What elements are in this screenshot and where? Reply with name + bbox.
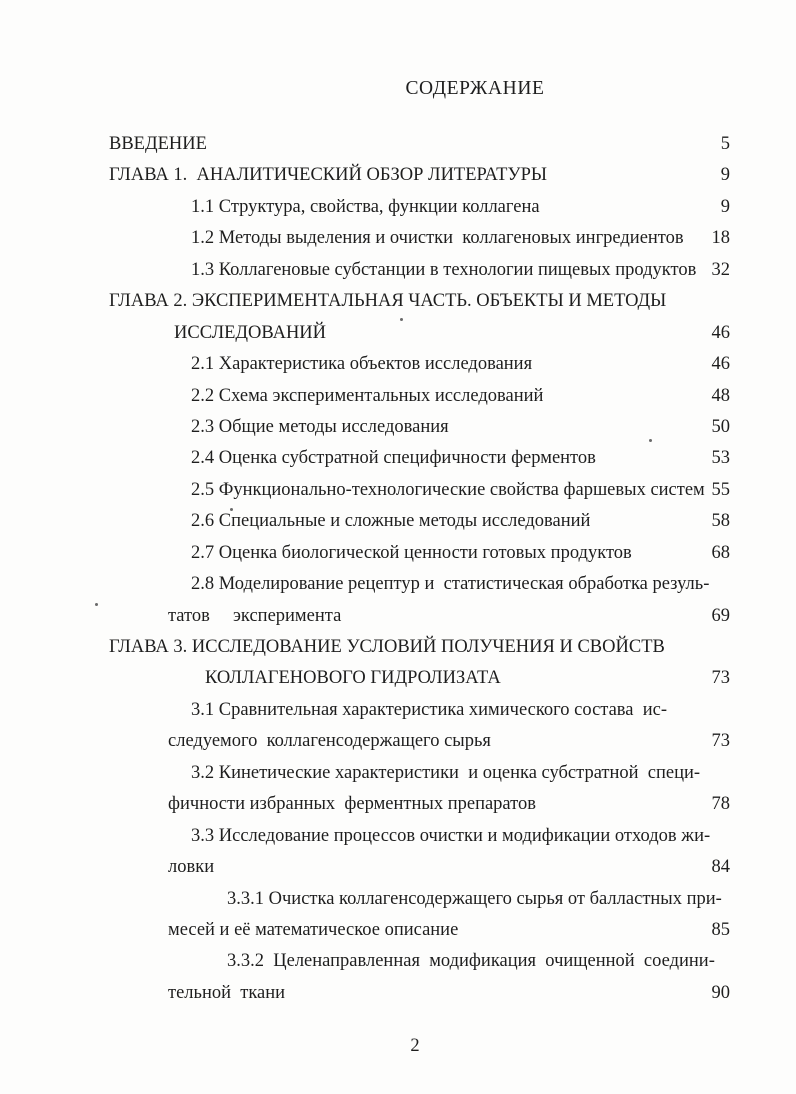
toc-entry-page-number: 9	[720, 165, 730, 186]
toc-line	[0, 192, 730, 223]
toc-entry-text: 1.3 Коллагеновые субстанции в технологии пищевых продуктов	[191, 259, 697, 280]
toc-line	[0, 695, 730, 726]
toc-entry-text: 2.7 Оценка биологической ценности готовых продуктов	[191, 542, 632, 563]
toc-entry-page-number: 85	[711, 919, 730, 940]
toc-entry-page-number: 46	[711, 354, 730, 375]
toc-line	[0, 129, 730, 160]
toc-line	[0, 884, 730, 915]
toc-line	[0, 915, 730, 946]
toc-entry-page-number: 73	[711, 668, 730, 689]
toc-entry-text: 2.6 Специальные и сложные методы исследований	[191, 511, 591, 532]
toc-entry-page-number: 55	[711, 479, 730, 500]
toc-entry-page-number: 32	[711, 259, 730, 280]
toc-entry-text: ловки	[168, 857, 215, 878]
toc-line	[0, 758, 730, 789]
toc-line	[0, 538, 730, 569]
toc-entry-text: 2.3 Общие методы исследования	[191, 416, 449, 437]
toc-entry-page-number: 46	[711, 322, 730, 343]
toc-entry-text: ВВЕДЕНИЕ	[109, 134, 207, 154]
toc-entry-text: ГЛАВА 1. АНАЛИТИЧЕСКИЙ ОБЗОР ЛИТЕРАТУРЫ	[109, 165, 548, 186]
toc-entry-text: месей и её математическое описание	[168, 919, 459, 940]
toc-entry-page-number: 73	[711, 731, 730, 752]
footer-page-number: 2	[410, 1036, 420, 1056]
table-of-contents	[0, 129, 730, 1009]
toc-entry-text: следуемого коллагенсодержащего сырья	[168, 731, 491, 752]
toc-line	[0, 318, 730, 349]
toc-entry-text: ГЛАВА 3. ИССЛЕДОВАНИЕ УСЛОВИЙ ПОЛУЧЕНИЯ И СВОЙСТВ	[109, 637, 665, 657]
toc-entry-text: 3.2 Кинетические характеристики и оценка субстратной специ-	[191, 762, 701, 783]
toc-entry-text: 2.8 Моделирование рецептур и статистическая обработка резуль-	[191, 574, 710, 595]
toc-entry-page-number: 18	[711, 228, 730, 249]
toc-entry-text: 2.5 Функционально-технологические свойства фаршевых систем	[191, 479, 705, 500]
toc-line	[0, 726, 730, 757]
toc-entry-text: 1.1 Структура, свойства, функции коллагена	[191, 196, 540, 217]
toc-entry-text: 3.1 Сравнительная характеристика химического состава ис-	[191, 699, 668, 720]
toc-line	[0, 475, 730, 506]
toc-entry-text: ИССЛЕДОВАНИЙ	[174, 322, 327, 343]
toc-entry-page-number: 58	[711, 511, 730, 532]
toc-entry-page-number: 5	[720, 134, 730, 154]
toc-line	[0, 852, 730, 883]
toc-line	[0, 821, 730, 852]
toc-line	[0, 223, 730, 254]
toc-entry-text: 2.4 Оценка субстратной специфичности ферментов	[191, 448, 596, 469]
toc-line	[0, 569, 730, 600]
scan-artifact-dot	[95, 603, 98, 606]
toc-entry-text: 2.2 Схема экспериментальных исследований	[191, 385, 544, 406]
scan-artifact-dot	[400, 318, 403, 321]
toc-entry-text: татов эксперимента	[168, 605, 342, 626]
toc-entry-text: 1.2 Методы выделения и очистки коллагеновых ингредиентов	[191, 228, 684, 249]
toc-entry-page-number: 84	[711, 857, 730, 878]
toc-entry-page-number: 50	[711, 416, 730, 437]
toc-line	[0, 286, 730, 317]
toc-line	[0, 946, 730, 977]
toc-line	[0, 601, 730, 632]
toc-entry-page-number: 78	[711, 794, 730, 815]
toc-entry-text: 3.3 Исследование процессов очистки и модификации отходов жи-	[191, 825, 711, 846]
toc-line	[0, 632, 730, 663]
toc-entry-page-number: 53	[711, 448, 730, 469]
scan-artifact-dot	[230, 508, 233, 511]
toc-entry-text: 2.1 Характеристика объектов исследования	[191, 354, 533, 375]
scan-artifact-dot	[649, 439, 652, 442]
toc-entry-page-number: 9	[720, 196, 730, 217]
toc-entry-page-number: 69	[711, 605, 730, 626]
toc-entry-text: ГЛАВА 2. ЭКСПЕРИМЕНТАЛЬНАЯ ЧАСТЬ. ОБЪЕКТЫ И МЕТОДЫ	[109, 291, 667, 312]
toc-entry-page-number: 48	[711, 385, 730, 406]
toc-line	[0, 663, 730, 694]
toc-line	[0, 160, 730, 191]
toc-line	[0, 412, 730, 443]
toc-line	[0, 789, 730, 820]
toc-line	[0, 506, 730, 537]
toc-line	[0, 381, 730, 412]
toc-line	[0, 978, 730, 1009]
toc-entry-text: КОЛЛАГЕНОВОГО ГИДРОЛИЗАТА	[205, 668, 501, 689]
toc-line	[0, 255, 730, 286]
toc-line	[0, 443, 730, 474]
toc-entry-page-number: 90	[711, 982, 730, 1003]
toc-entry-text: 3.3.2 Целенаправленная модификация очищенной соедини-	[227, 951, 715, 972]
toc-entry-text: тельной ткани	[168, 982, 286, 1003]
toc-entry-text: 3.3.1 Очистка коллагенсодержащего сырья от балластных при-	[227, 888, 722, 909]
toc-line	[0, 349, 730, 380]
toc-entry-text: фичности избранных ферментных препаратов	[168, 794, 536, 815]
toc-entry-page-number: 68	[711, 542, 730, 563]
page-title: СОДЕРЖАНИЕ	[405, 78, 545, 99]
